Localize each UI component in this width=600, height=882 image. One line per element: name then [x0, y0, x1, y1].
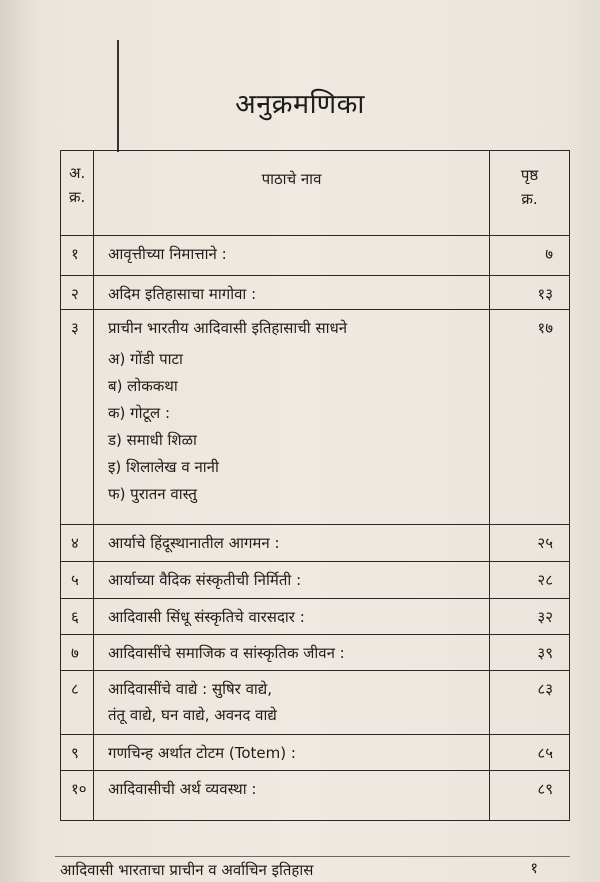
- row-chapter-title: आदिवासींचे वाद्ये : सुषिर वाद्ये,: [108, 680, 273, 698]
- row-chapter-title: प्राचीन भारतीय आदिवासी इतिहासाची साधने: [108, 319, 348, 337]
- row-chapter-name: अदिम इतिहासाचा मागोवा :: [94, 276, 490, 310]
- row-number: ३: [61, 310, 94, 525]
- list-item: अ) गोंडी पाटा: [108, 350, 183, 368]
- table-row: [61, 525, 570, 562]
- header-page: पृष्ठ क्र.: [490, 151, 570, 236]
- running-footer: आदिवासी भारताचा प्राचीन व अर्वाचिन इतिहास: [60, 861, 314, 879]
- footer-divider: [55, 856, 570, 857]
- list-item: फ) पुरातन वास्तु: [108, 485, 197, 503]
- row-chapter-name: आवृत्तीच्या निमात्ताने :: [94, 236, 490, 276]
- row-page: २८: [490, 562, 570, 599]
- row-number: १: [61, 236, 94, 276]
- list-item: इ) शिलालेख व नानी: [108, 458, 219, 476]
- table-row: [61, 735, 570, 771]
- table-row: [61, 310, 570, 525]
- row-chapter-name: आर्याचे हिंदूस्थानातील आगमन :: [94, 525, 490, 562]
- row-page: ३२: [490, 599, 570, 635]
- page-number: १: [530, 859, 538, 877]
- row-chapter-name: आदिवासी सिंधू संस्कृतिचे वारसदार :: [94, 599, 490, 635]
- table-header: [61, 151, 570, 236]
- row-page: १७: [490, 310, 570, 525]
- row-number: २: [61, 276, 94, 310]
- list-item: ब) लोककथा: [108, 377, 178, 395]
- sub-topic-list: [108, 346, 489, 508]
- row-chapter-title-continued: तंतू वाद्ये, घन वाद्ये, अवनद वाद्ये: [108, 706, 277, 724]
- row-number: ९: [61, 735, 94, 771]
- contents-table: [60, 150, 570, 821]
- row-number: ८: [61, 671, 94, 735]
- table-row: [61, 771, 570, 821]
- row-chapter-name: आर्याच्या वैदिक संस्कृतीची निर्मिती :: [94, 562, 490, 599]
- table-row: [61, 671, 570, 735]
- row-number: १०: [61, 771, 94, 821]
- row-page: १३: [490, 276, 570, 310]
- row-chapter-name: आदिवासींचे समाजिक व सांस्कृतिक जीवन :: [94, 635, 490, 671]
- header-number: अ. क्र.: [61, 151, 94, 236]
- table-row: [61, 635, 570, 671]
- row-number: ५: [61, 562, 94, 599]
- row-chapter-name: [94, 671, 490, 735]
- list-item: क) गोटूल :: [108, 404, 171, 422]
- list-item: ड) समाधी शिळा: [108, 431, 197, 449]
- page-title: अनुक्रमणिका: [235, 89, 365, 120]
- table-row: [61, 236, 570, 276]
- row-page: ७: [490, 236, 570, 276]
- table-row: [61, 599, 570, 635]
- table-row: [61, 562, 570, 599]
- row-page: ३९: [490, 635, 570, 671]
- row-number: ४: [61, 525, 94, 562]
- row-page: २५: [490, 525, 570, 562]
- row-chapter-name: [94, 310, 490, 525]
- header-chapter-name: पाठाचे नाव: [94, 151, 490, 236]
- row-chapter-name: आदिवासीची अर्थ व्यवस्था :: [94, 771, 490, 821]
- table-row: [61, 276, 570, 310]
- row-number: ७: [61, 635, 94, 671]
- row-page: ८५: [490, 735, 570, 771]
- row-page: ८३: [490, 671, 570, 735]
- row-page: ८९: [490, 771, 570, 821]
- row-chapter-name: गणचिन्ह अर्थात टोटम (Totem) :: [94, 735, 490, 771]
- row-number: ६: [61, 599, 94, 635]
